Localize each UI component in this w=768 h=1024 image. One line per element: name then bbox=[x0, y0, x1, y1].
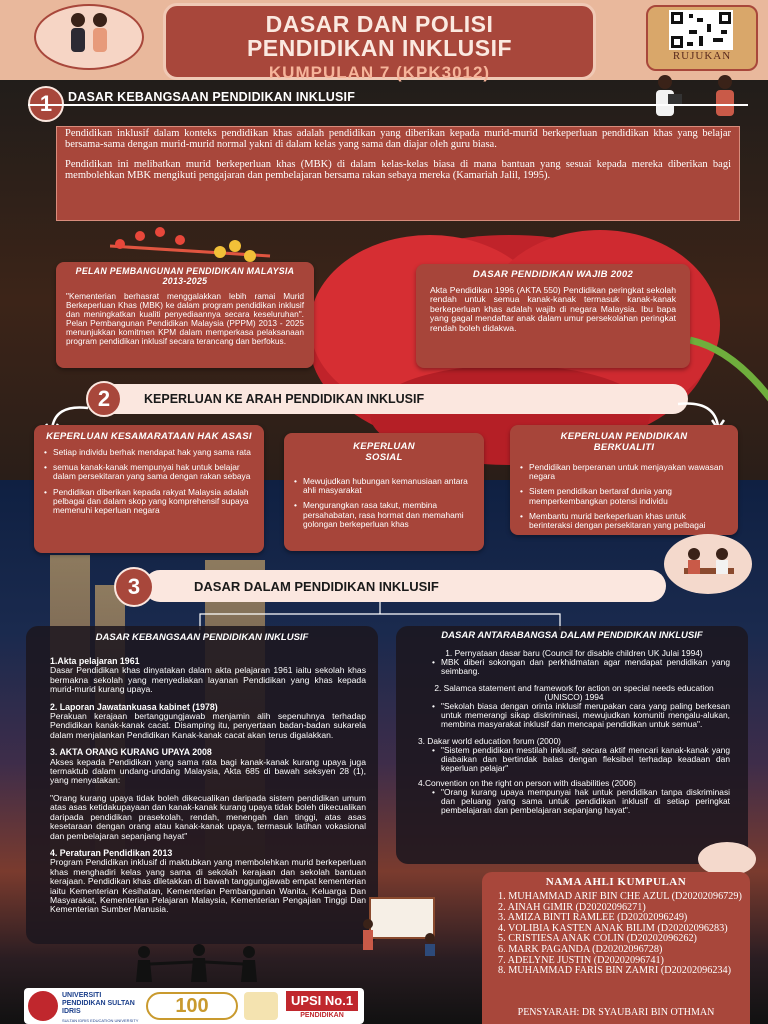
section1-intro-box bbox=[56, 126, 740, 221]
policy-quote: "Orang kurang upaya tidak boleh dikecualikan daripada sistem pendidikan umum atas asas ketidakupayaan dan kanak-kanak kurang upaya tidak boleh dikecualikan daripada pendidikan prasekolah, rendah, menengah dan tinggi, atas asas kesetaraan dengan orang atau kanak-kanak upaya, termasuk latihan vokasional dan pembelajaran sepanjang hayat" bbox=[50, 792, 366, 841]
intl-policy-heading: 4.Convention on the right on person with disabilities (2006) bbox=[418, 778, 636, 788]
members-title: NAMA AHLI KUMPULAN bbox=[545, 876, 687, 888]
list-item: • MBK diberi sokongan dan perkhidmatan agar mendapat pendidikan yang seimbang. bbox=[432, 658, 730, 676]
teachers-illustration bbox=[34, 4, 144, 70]
supervisor-name: PENSYARAH: DR SYAUBARI BIN OTHMAN bbox=[517, 1007, 715, 1018]
intl-policy-heading: 2. Salamca statement and framework for action on special needs education (UNISCO) 1994 bbox=[434, 683, 714, 702]
list-item: • Pendidikan berperanan untuk menjayakan wawasan negara bbox=[520, 463, 728, 481]
list-item: • "Orang kurang upaya mempunyai hak untuk pendidikan tanpa diskriminasi dan peluang yang sama untuk pendidikan inklusif di setiap peringkat pembelajaran dan pembelajaran sepanjang hayat". bbox=[432, 788, 730, 815]
pppm-card-text: "Kementerian berhasrat menggalakkan lebih ramai Murid Berkeperluan Khas (MBK) ke dalam program pendidikan inklusif dan meningkatkan kualiti penyediaannya secara keseluruhan". Pelan Pembangunan Pendidikan Malaysia (PPPM) 2013 - 2025 menunjukkan komitmen KPM dalam memperkasa pelaksanaan program pendidikan inklusif secara terancang dan berfokus. bbox=[66, 291, 304, 346]
pppm-card-title: PELAN PEMBANGUNAN PENDIDIKAN MALAYSIA 2013-2025 bbox=[75, 266, 295, 286]
compulsory-education-card bbox=[416, 264, 690, 368]
upsi-name: UNIVERSITI PENDIDIKAN SULTAN IDRIS bbox=[62, 992, 135, 1015]
international-policy-title: DASAR ANTARABANGSA DALAM PENDIDIKAN INKLUSIF bbox=[441, 630, 703, 641]
list-item: • "Sekolah biasa dengan orinta inklusif merupakan cara yang paling berkesan untuk memerangi sikap diskriminasi, mewujudkan komuniti mengalu-alukan, membina masyarakat inklusif dan mencapai pendidikan untuk semua". bbox=[432, 702, 730, 729]
list-item: • Sistem pendidikan bertaraf dunia yang memperkembangkan potensi individu bbox=[520, 487, 728, 505]
section1-title: DASAR KEBANGSAAN PENDIDIKAN INKLUSIF bbox=[68, 90, 356, 104]
need-card-title: KEPERLUAN KESAMARATAAN HAK ASASI bbox=[46, 431, 252, 442]
upsi-crest-icon bbox=[28, 991, 58, 1021]
section2-title: KEPERLUAN KE ARAH PENDIDIKAN INKLUSIF bbox=[144, 392, 425, 406]
pppm-card bbox=[56, 262, 314, 368]
study-group-illustration bbox=[664, 534, 752, 594]
need-card-human-rights bbox=[34, 425, 264, 553]
compulsory-education-card-text: Akta Pendidikan 1996 (AKTA 550) Pendidikan peringkat sekolah rendah untuk semua kanak-kanak termasuk kanak-kanak berkeperluan khas adalah wajib di negara Malaysia. Ibu bapa yang gagal mendaftar anak dalam umur persekolahan peringkat rendah boleh didakwa. bbox=[430, 285, 676, 333]
policy-text: Dasar Pendidikan khas dinyatakan dalam akta pelajaran 1961 iaitu sekolah khas bermakna sekolah yang menyediakan layanan Pendidikan yang khas kepada murid-murid kurang upaya. bbox=[50, 665, 366, 695]
partner-logo bbox=[244, 992, 278, 1020]
group-members-box bbox=[482, 872, 750, 1024]
section3-title: DASAR DALAM PENDIDIKAN INKLUSIF bbox=[194, 579, 439, 594]
list-item: • Setiap individu berhak mendapat hak yang sama rata bbox=[44, 448, 254, 457]
upsi-no1-logo: UPSI No.1 bbox=[286, 991, 358, 1011]
upsi-tagline: SULTAN IDRIS EDUCATION UNIVERSITY bbox=[62, 1018, 139, 1023]
poster-title-line2: PENDIDIKAN INKLUSIF bbox=[246, 35, 513, 61]
children-silhouette-illustration bbox=[124, 942, 274, 988]
list-item: • semua kanak-kanak mempunyai hak untuk belajar dalam persekitaran yang sama dengan rakan sebaya bbox=[44, 463, 254, 481]
member-item: 6. MARK PAGANDA (D20202096728) bbox=[498, 943, 663, 955]
policy-heading: 3. AKTA ORANG KURANG UPAYA 2008 bbox=[50, 747, 212, 758]
list-item: • Pendidikan diberikan kepada rakyat Malaysia adalah pelbagai dan dalam skop yang komprehensif supaya memenuhi keperluan negara bbox=[44, 488, 254, 516]
section3-number-badge: 3 bbox=[114, 567, 154, 607]
need-card-title: KEPERLUAN PENDIDIKAN BERKUALITI bbox=[560, 431, 688, 453]
upsi-no1-subtitle: PENDIDIKAN bbox=[300, 1012, 344, 1019]
section1-paragraph: Pendidikan ini melibatkan murid berkeperluan khas (MBK) di dalam kelas-kelas biasa di mana bantuan yang sesuai kepada mereka diberikan bagi membolehkan MBK mengikuti pengajaran dan pembelajaran bersama rakan sebaya mereka (Kamariah Jalil, 1995). bbox=[65, 159, 731, 181]
students-illustration bbox=[640, 72, 750, 127]
member-item: 5. CRISTIESA ANAK COLIN (D20202096262) bbox=[498, 933, 697, 945]
classroom-board-illustration bbox=[360, 894, 450, 958]
poster-subtitle: KUMPULAN 7 (KPK3012) bbox=[268, 63, 491, 82]
need-card-quality bbox=[510, 425, 738, 535]
compulsory-education-card-title: DASAR PENDIDIKAN WAJIB 2002 bbox=[472, 269, 634, 280]
policy-heading: 2. Laporan Jawatankuasa kabinet (1978) bbox=[50, 701, 218, 712]
need-card-social bbox=[284, 433, 484, 551]
member-item: 4. VOLIBIA KASTEN ANAK BILIM (D20202096283) bbox=[498, 922, 728, 934]
qr-label: RUJUKAN bbox=[672, 50, 732, 62]
list-item: • Membantu murid berkeperluan khas untuk berinteraksi dengan persekitaran yang pelbagai bbox=[520, 512, 728, 530]
list-item: • Mengurangkan rasa takut, membina persahabatan, rasa hormat dan memahami golongan berkeperluan khas bbox=[294, 501, 474, 529]
list-item: • "Sistem pendidikan mestilah inklusif, secara aktif mencari kanak-kanak yang diabaikan dan bertindak balas dengan fleksibel terhadap keadaan dan keperluan pelajar" bbox=[432, 746, 730, 773]
national-policy-title: DASAR KEBANGSAAN PENDIDIKAN INKLUSIF bbox=[95, 632, 309, 643]
need-card-title: KEPERLUAN SOSIAL bbox=[353, 441, 415, 463]
intl-policy-heading: 3. Dakar world education forum (2000) bbox=[418, 736, 561, 746]
section1-underline bbox=[28, 104, 748, 106]
international-policy-panel bbox=[396, 626, 748, 864]
policy-heading: 1.Akta pelajaran 1961 bbox=[50, 656, 140, 666]
member-item: 7. ADELYNE JUSTIN (D20202096741) bbox=[498, 954, 664, 966]
policy-text: Program Pendidikan inklusif di maktubkan yang membolehkan murid berkeperluan khas menghadiri kelas yang sama di sekolah kerajaan dan sekolah bantuan kerajaan. Pendidikan khas diletakkan di bawah tanggungjawab empat kementerian iaitu Kementerian Kesihatan, Kementerian Pembangunan Wanita, Keluarga Dan Masyarakat, Kementerian Pelajaran Malaysia, Kementerian Pengajian Tinggi Dan Kementerian Sumber Manusia. bbox=[50, 857, 366, 915]
poster-title-box bbox=[163, 3, 596, 80]
stamen-illustration bbox=[110, 226, 280, 266]
centenary-logo: 100 bbox=[146, 992, 238, 1020]
teacher-student-illustration bbox=[698, 842, 756, 876]
member-item: 1. MUHAMMAD ARIF BIN CHE AZUL (D20202096729) bbox=[498, 891, 742, 902]
policy-text: Perakuan kerajaan bertanggungjawab menjamin alih sepenuhnya terhadap Pendidikan kanak-kanak cacat. Disamping itu, penyertaan badan-badan sukarela dalam menjalankan Pendidikan Kanak-kanak cacat akan terus digalakkan. bbox=[50, 711, 366, 740]
member-item: 3. AMIZA BINTI RAMLEE (D20202096249) bbox=[498, 912, 688, 924]
member-item: 2. AINAH GIMIR (D20202096271) bbox=[498, 901, 646, 913]
section2-number-badge: 2 bbox=[86, 381, 122, 417]
university-logos-strip bbox=[24, 988, 364, 1024]
member-item: 8. MUHAMMAD FARIS BIN ZAMRI (D20202096234) bbox=[498, 965, 731, 977]
poster-title-line1: DASAR DAN POLISI bbox=[265, 11, 494, 37]
qr-code-icon[interactable] bbox=[669, 10, 733, 50]
policy-heading: 4. Peraturan Pendidikan 2013 bbox=[50, 847, 173, 858]
intl-policy-heading: 1. Pernyataan dasar baru (Council for disable children UK Julai 1994) bbox=[445, 648, 703, 658]
policy-text: Akses kepada Pendidikan yang sama rata bagi kanak-kanak kurang upaya juga termaktub dalam undang-undang Malaysia, Akta 685 di bawah seksyen 28 (1), yang menyatakan: bbox=[50, 756, 366, 786]
section1-paragraph: Pendidikan inklusif dalam konteks pendidikan khas adalah pendidikan yang diberikan kepada murid-murid berkeperluan pendidikan khas yang belajar bersama-sama dengan murid-murid normal yakni di dalam kelas yang sama dan diajar oleh guru biasa. bbox=[65, 128, 731, 150]
list-item: • Mewujudkan hubungan kemanusiaan antara ahli masyarakat bbox=[294, 477, 474, 495]
national-policy-panel bbox=[26, 626, 378, 944]
